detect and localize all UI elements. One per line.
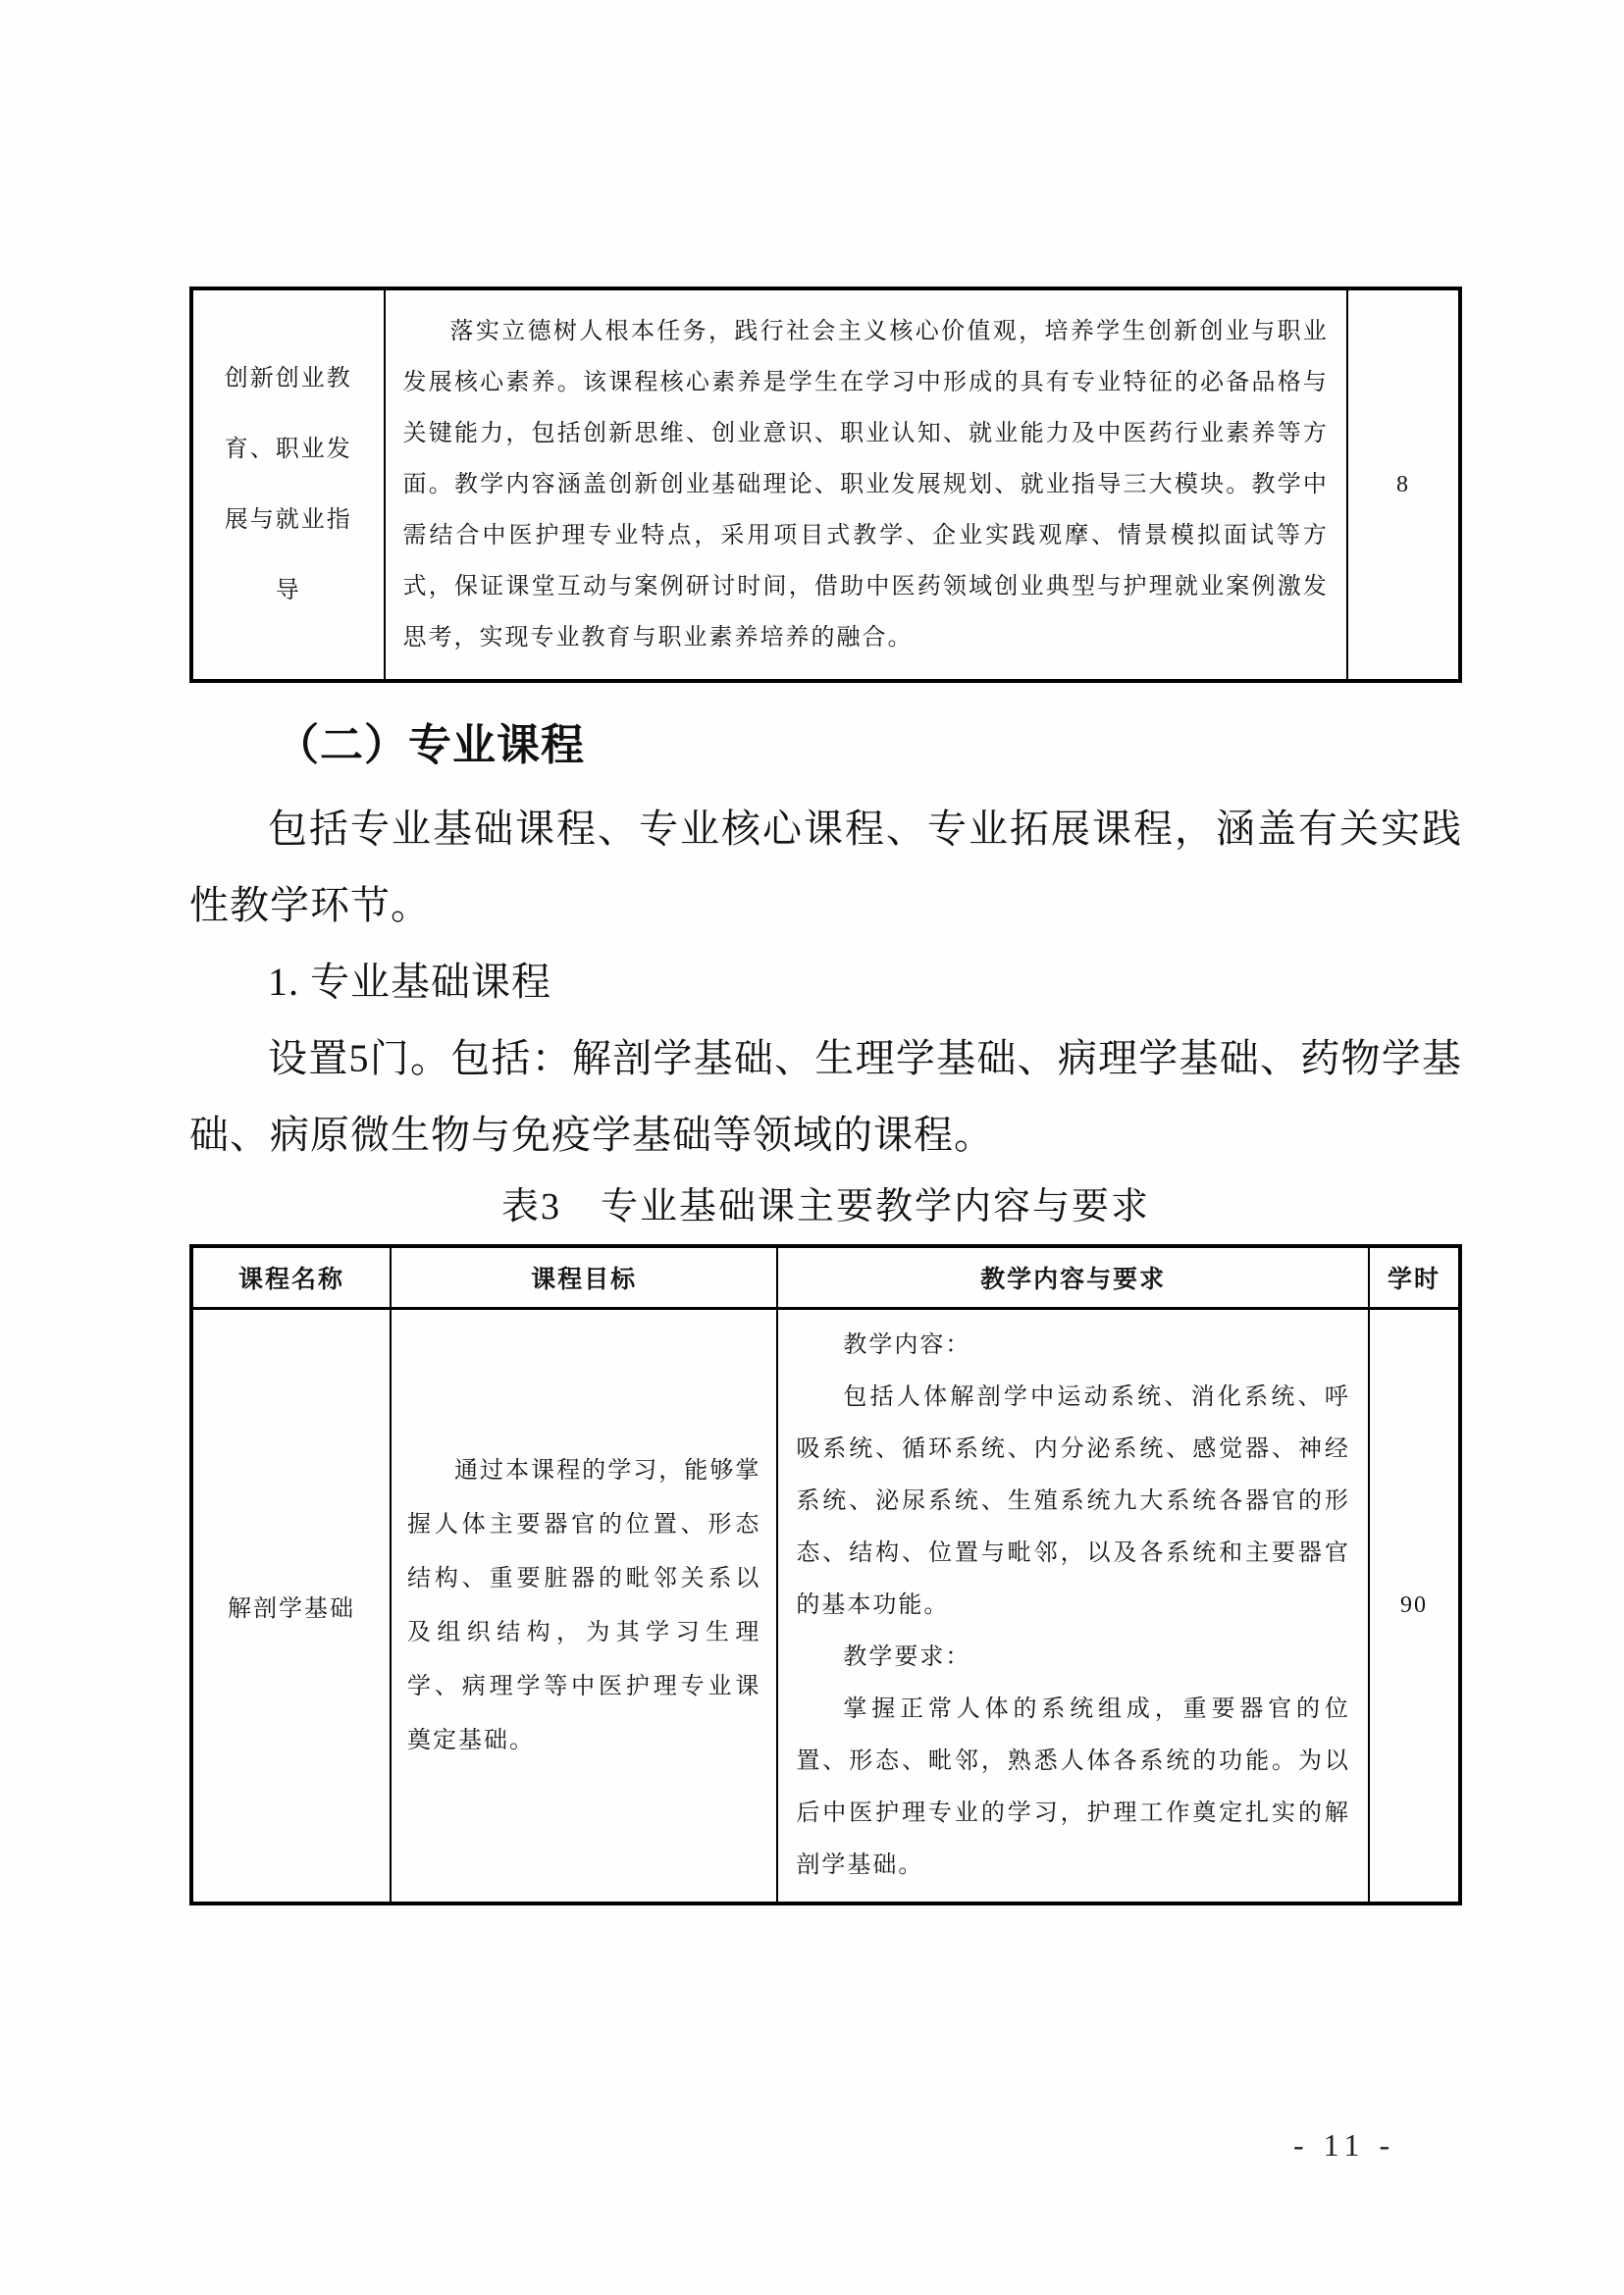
page-content (189, 287, 1462, 1905)
section-intro-paragraph: 包括专业基础课程、专业核心课程、专业拓展课程，涵盖有关实践性教学环节。 (189, 807, 1462, 927)
section-heading: （二）专业课程 (276, 721, 585, 769)
course-hours-cell: 8 (1347, 288, 1460, 681)
teaching-content-text: 包括人体解剖学中运动系统、消化系统、呼吸系统、循环系统、内分泌系统、感觉器、神经系统、泌尿系统、生殖系统九大系统各器官的形态、结构、位置与毗邻，以及各系统和主要器官的基本功能。 (796, 1384, 1350, 1618)
teaching-content-cell (777, 1309, 1369, 1904)
subsection-heading: 1. 专业基础课程 (268, 960, 551, 1004)
page-number: - 11 - (1293, 2127, 1396, 2163)
col-header-teaching-content: 教学内容与要求 (777, 1246, 1369, 1309)
table3-caption: 表3 专业基础课主要教学内容与要求 (500, 1186, 1150, 1227)
table-row (191, 1309, 1460, 1904)
teaching-requirements-label: 教学要求： (843, 1644, 971, 1670)
course-description-cell (385, 288, 1347, 681)
course-hours-cell: 90 (1369, 1309, 1460, 1904)
course-name-cell: 解剖学基础 (191, 1309, 391, 1904)
course-objective-cell (391, 1309, 777, 1904)
table-row (191, 288, 1460, 681)
table3-header-row (191, 1246, 1460, 1309)
teaching-content-label: 教学内容： (843, 1332, 971, 1358)
teaching-requirements-text: 掌握正常人体的系统组成，重要器官的位置、形态、毗邻，熟悉人体各系统的功能。为以后中医护理专业的学习，护理工作奠定扎实的解剖学基础。 (796, 1696, 1350, 1878)
col-header-course-name: 课程名称 (191, 1246, 391, 1309)
col-header-hours: 学时 (1369, 1246, 1460, 1309)
basic-courses-table (189, 1244, 1462, 1905)
col-header-course-objective: 课程目标 (391, 1246, 777, 1309)
courses-table-continued (189, 287, 1462, 683)
course-objective-text: 通过本课程的学习，能够掌握人体主要器官的位置、形态结构、重要脏器的毗邻关系以及组织结构，为其学习生理学、病理学等中医护理专业课奠定基础。 (407, 1457, 761, 1753)
course-description-text: 落实立德树人根本任务，践行社会主义核心价值观，培养学生创新创业与职业发展核心素养。该课程核心素养是学生在学习中形成的具有专业特征的必备品格与关键能力，包括创新思维、创业意识、职业认知、就业能力及中医药行业素养等方面。教学内容涵盖创新创业基础理论、职业发展规划、就业指导三大模块。教学中需结合中医护理专业特点，采用项目式教学、企业实践观摩、情景模拟面试等方式，保证课堂互动与案例研讨时间，借助中医药领域创业典型与护理就业案例激发思考，实现专业教育与职业素养培养的融合。 (402, 319, 1329, 651)
course-name-cell: 创新创业教育、职业发展与就业指导 (191, 288, 385, 681)
subsection-intro-paragraph: 设置5门。包括：解剖学基础、生理学基础、病理学基础、药物学基础、病原微生物与免疫学基础等领域的课程。 (189, 1036, 1462, 1157)
